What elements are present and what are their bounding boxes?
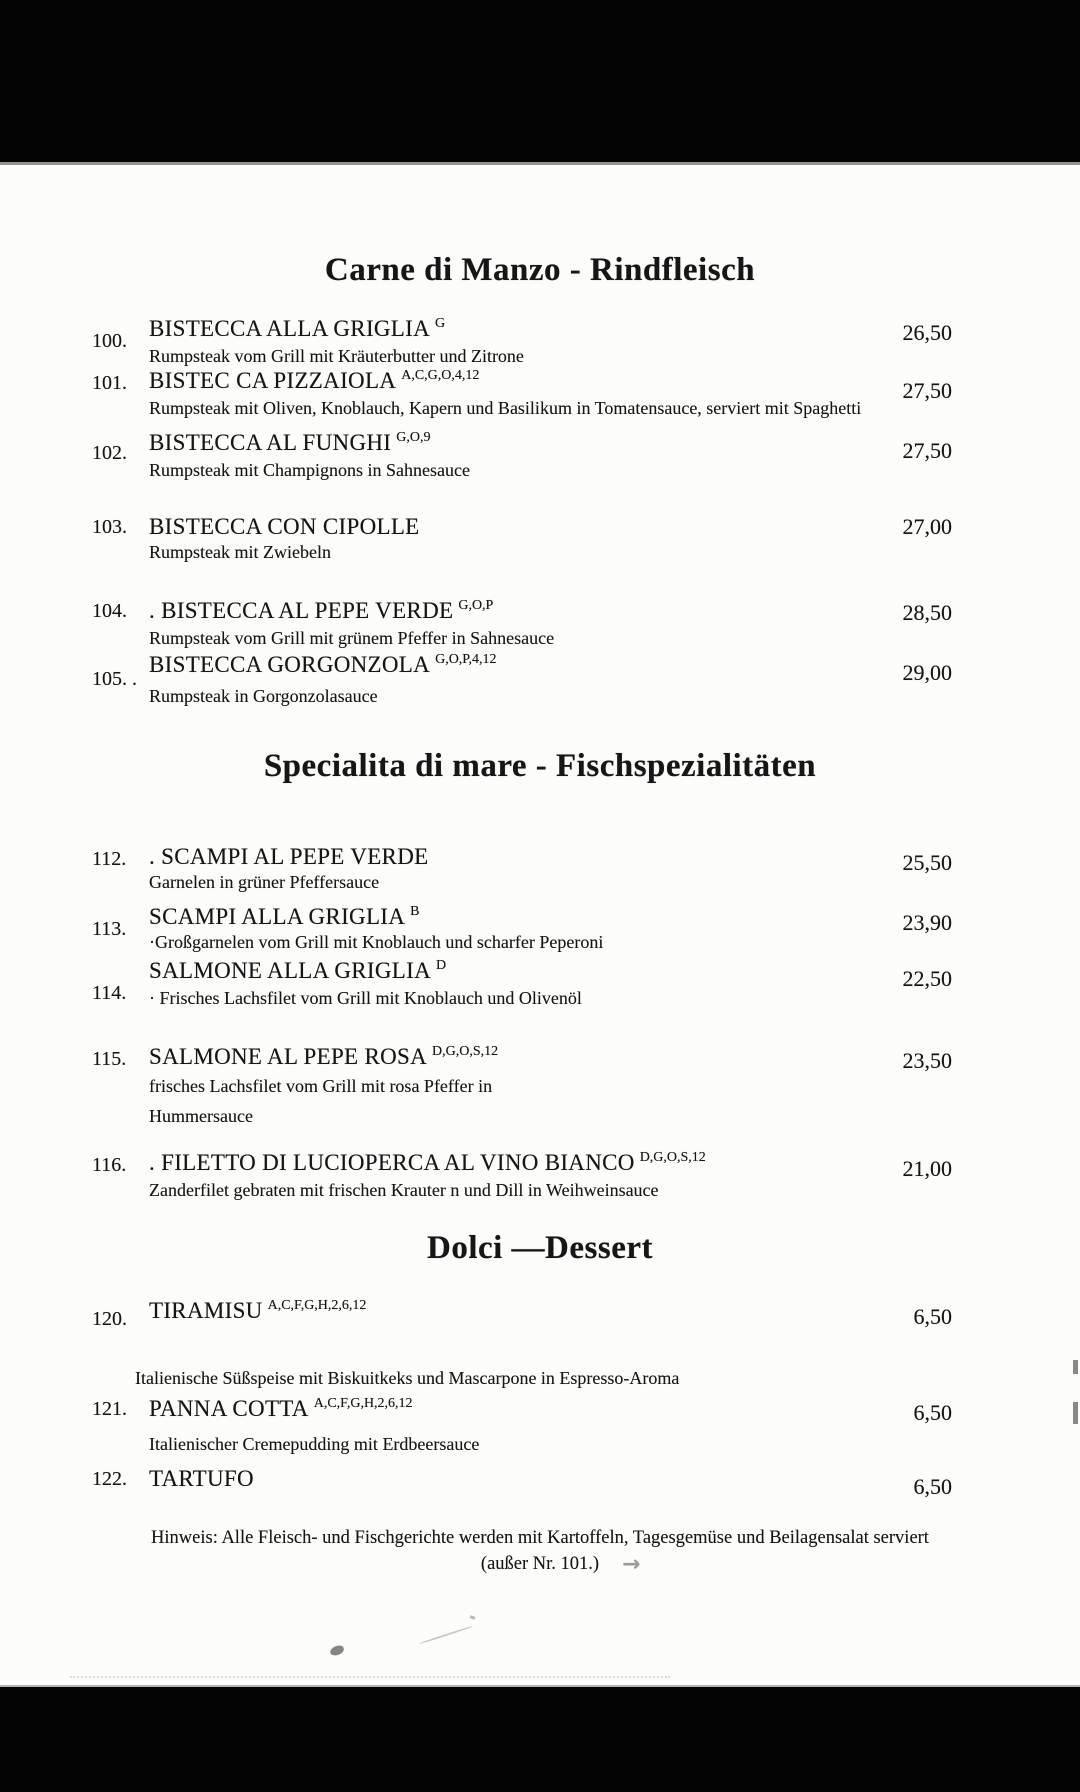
allergen-codes: B xyxy=(410,904,420,920)
allergen-codes: G,O,P xyxy=(458,598,494,614)
item-description: Rumpsteak in Gorgonzolasauce xyxy=(149,686,378,706)
item-price: 29,00 xyxy=(902,660,952,685)
item-name: BISTECCA ALLA GRIGLIA xyxy=(149,316,431,341)
item-price: 27,50 xyxy=(902,438,952,463)
item-price: 23,50 xyxy=(902,1048,952,1073)
item-description: Rumpsteak vom Grill mit grünem Pfeffer in Sahnesauce xyxy=(149,628,555,648)
item-title xyxy=(149,1396,413,1422)
item-title xyxy=(149,514,425,540)
item-number: 105. . xyxy=(92,668,137,690)
allergen-codes: A,C,F,G,H,2,6,12 xyxy=(313,1396,413,1412)
item-number: 101. xyxy=(92,372,127,394)
allergen-codes: A,C,G,O,4,12 xyxy=(401,368,480,384)
item-title xyxy=(149,652,497,678)
item-price: 25,50 xyxy=(902,850,952,875)
allergen-codes: D,G,O,S,12 xyxy=(432,1044,499,1060)
top-black-scan-bar xyxy=(0,0,1080,162)
item-description: Rumpsteak mit Zwiebeln xyxy=(149,542,331,562)
item-description: Italienischer Cremepudding mit Erdbeersauce xyxy=(149,1434,480,1454)
item-description: · Frisches Lachsfilet vom Grill mit Knoblauch und Olivenöl xyxy=(149,988,582,1008)
item-title xyxy=(149,844,433,870)
item-description: Rumpsteak mit Champignons in Sahnesauce xyxy=(149,460,470,480)
item-price: 6,50 xyxy=(913,1304,952,1329)
item-title xyxy=(149,1150,706,1176)
item-title xyxy=(149,1298,366,1324)
item-price: 26,50 xyxy=(902,320,952,345)
footer-note-line2: (außer Nr. 101.) xyxy=(480,1554,600,1574)
item-description: frisches Lachsfilet vom Grill mit rosa Pfeffer in xyxy=(149,1076,493,1096)
item-name: SCAMPI ALLA GRIGLIA xyxy=(149,904,406,929)
item-title xyxy=(149,1466,259,1492)
item-price: 21,00 xyxy=(902,1156,952,1181)
small-arrow-mark: → xyxy=(622,1552,641,1577)
item-price: 6,50 xyxy=(913,1400,952,1425)
item-description-line2: Hummersauce xyxy=(149,1106,253,1126)
allergen-codes: D,G,O,S,12 xyxy=(639,1150,706,1166)
item-description: Italienische Süßspeise mit Biskuitkeks und Mascarpone in Espresso-Aroma xyxy=(135,1368,680,1388)
footer-note-line1: Hinweis: Alle Fleisch- und Fischgerichte werden mit Kartoffeln, Tagesgemüse und Beilagensalat serviert xyxy=(151,1528,929,1548)
section-title-dolci: Dolci —Dessert xyxy=(426,1230,653,1266)
item-name: . SCAMPI AL PEPE VERDE xyxy=(149,844,429,869)
item-description: ·Großgarnelen vom Grill mit Knoblauch und scharfer Peperoni xyxy=(149,932,604,952)
scan-edge-mark xyxy=(1073,1360,1078,1374)
item-number: 112. xyxy=(92,848,127,870)
allergen-codes: A,C,F,G,H,2,6,12 xyxy=(267,1298,367,1314)
item-title xyxy=(149,958,446,984)
item-price: 22,50 xyxy=(902,966,952,991)
item-name: . BISTECCA AL PEPE VERDE xyxy=(149,598,454,623)
allergen-codes: G xyxy=(435,316,446,332)
item-title xyxy=(149,598,493,624)
section-title-fisch: Specialita di mare - Fischspezialitäten xyxy=(263,748,817,784)
item-description: Rumpsteak vom Grill mit Kräuterbutter und Zitrone xyxy=(149,346,524,366)
item-number: 122. xyxy=(92,1468,127,1490)
item-name: SALMONE ALLA GRIGLIA xyxy=(149,958,431,983)
item-name: SALMONE AL PEPE ROSA xyxy=(149,1044,427,1069)
item-number: 100. xyxy=(92,330,127,352)
item-number: 113. xyxy=(92,918,127,940)
item-description: Rumpsteak mit Oliven, Knoblauch, Kapern und Basilikum in Tomatensauce, serviert mit Spaghetti xyxy=(149,398,862,418)
item-name: . FILETTO DI LUCIOPERCA AL VINO BIANCO xyxy=(149,1150,635,1175)
bottom-black-scan-bar xyxy=(0,1687,1080,1792)
item-price: 23,90 xyxy=(902,910,952,935)
item-price: 6,50 xyxy=(913,1474,952,1499)
allergen-codes: G,O,9 xyxy=(396,430,431,446)
item-number: 102. xyxy=(92,442,127,464)
scan-scratch xyxy=(419,1625,473,1644)
item-name: BISTECCA AL FUNGHI xyxy=(149,430,392,455)
scan-smudge xyxy=(329,1644,345,1656)
item-name: PANNA COTTA xyxy=(149,1396,309,1421)
scan-dotted-line xyxy=(70,1676,670,1678)
scan-edge-mark xyxy=(1073,1402,1078,1424)
allergen-codes: D xyxy=(436,958,447,974)
item-title xyxy=(149,904,420,930)
item-number: 115. xyxy=(92,1048,127,1070)
allergen-codes: G,O,P,4,12 xyxy=(435,652,497,668)
scan-speckle xyxy=(470,1615,476,1620)
item-name: TIRAMISU xyxy=(149,1298,263,1323)
section-title-carne: Carne di Manzo - Rindfleisch xyxy=(324,252,756,288)
item-number: 120. xyxy=(92,1308,127,1330)
item-description: Zanderfilet gebraten mit frischen Krauter n und Dill in Weihweinsauce xyxy=(149,1180,659,1200)
item-number: 103. xyxy=(92,516,127,538)
item-name: TARTUFO xyxy=(149,1466,254,1491)
item-name: BISTECCA CON CIPOLLE xyxy=(149,514,420,539)
item-title xyxy=(149,430,430,456)
item-title xyxy=(149,316,445,342)
item-description: Garnelen in grüner Pfeffersauce xyxy=(149,872,380,892)
item-price: 28,50 xyxy=(902,600,952,625)
item-number: 121. xyxy=(92,1398,127,1420)
item-name: BISTECCA GORGONZOLA xyxy=(149,652,431,677)
item-number: 104. xyxy=(92,600,127,622)
item-number: 114. xyxy=(92,982,127,1004)
item-price: 27,50 xyxy=(902,378,952,403)
item-title xyxy=(149,1044,498,1070)
item-title xyxy=(149,368,479,394)
item-price: 27,00 xyxy=(902,514,952,539)
item-number: 116. xyxy=(92,1154,127,1176)
item-name: BISTEC CA PIZZAIOLA xyxy=(149,368,397,393)
